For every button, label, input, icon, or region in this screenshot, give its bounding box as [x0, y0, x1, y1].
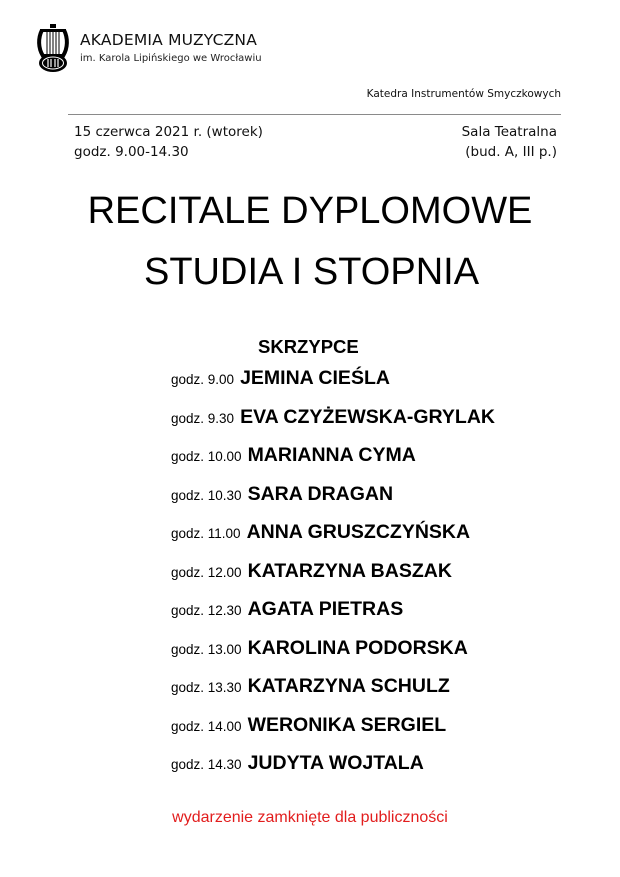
performer-name: AGATA PIETRAS [247, 598, 404, 620]
department-name: Katedra Instrumentów Smyczkowych [366, 88, 561, 100]
performer-name: JEMINA CIEŚLA [240, 367, 390, 389]
performer-name: ANNA GRUSZCZYŃSKA [246, 521, 471, 543]
schedule-row [171, 598, 495, 637]
performance-time: godz. 12.30 [171, 603, 242, 618]
event-hours: godz. 9.00-14.30 [74, 144, 189, 160]
performance-time: godz. 9.30 [171, 410, 235, 426]
schedule-row [171, 406, 495, 445]
event-date: 15 czerwca 2021 r. (wtorek) [74, 124, 263, 140]
schedule-row [171, 560, 495, 599]
performer-name: KATARZYNA SCHULZ [247, 675, 450, 697]
performer-name: JUDYTA WOJTALA [247, 752, 424, 774]
performance-time: godz. 13.30 [171, 680, 242, 695]
event-venue: Sala Teatralna [461, 124, 557, 140]
institution-name: AKADEMIA MUZYCZNA [80, 31, 258, 49]
section-heading: SKRZYPCE [258, 336, 359, 357]
performer-name: WERONIKA SERGIEL [247, 713, 447, 736]
performance-time: godz. 11.00 [171, 526, 241, 541]
lyre-icon [36, 24, 70, 74]
schedule-row [171, 637, 495, 676]
schedule-row [171, 675, 495, 714]
schedule-row [171, 444, 495, 483]
performer-name: EVA CZYŻEWSKA-GRYLAK [240, 405, 496, 428]
page-subtitle: STUDIA I STOPNIA [144, 251, 480, 293]
performer-name: MARIANNA CYMA [247, 444, 416, 466]
performance-time: godz. 12.00 [171, 564, 242, 580]
page-title: RECITALE DYPLOMOWE [87, 190, 533, 232]
performer-name: KAROLINA PODORSKA [247, 636, 468, 659]
schedule-list [171, 367, 495, 791]
performance-time: godz. 13.00 [171, 641, 242, 657]
schedule-row [171, 483, 495, 522]
performance-time: godz. 10.30 [171, 487, 242, 503]
performer-name: KATARZYNA BASZAK [247, 559, 452, 582]
performance-time: godz. 14.00 [171, 718, 242, 734]
institution-subtitle: im. Karola Lipińskiego we Wrocławiu [80, 53, 262, 64]
performance-time: godz. 9.00 [171, 372, 235, 387]
performance-time: godz. 14.30 [171, 757, 242, 772]
header-divider [68, 114, 561, 115]
schedule-row [171, 521, 495, 560]
schedule-row [171, 367, 495, 406]
performance-time: godz. 10.00 [171, 449, 242, 464]
event-venue-detail: (bud. A, III p.) [465, 144, 557, 160]
closed-event-notice: wydarzenie zamknięte dla publiczności [172, 809, 448, 826]
schedule-row [171, 752, 495, 791]
schedule-row [171, 714, 495, 753]
performer-name: SARA DRAGAN [247, 482, 394, 505]
